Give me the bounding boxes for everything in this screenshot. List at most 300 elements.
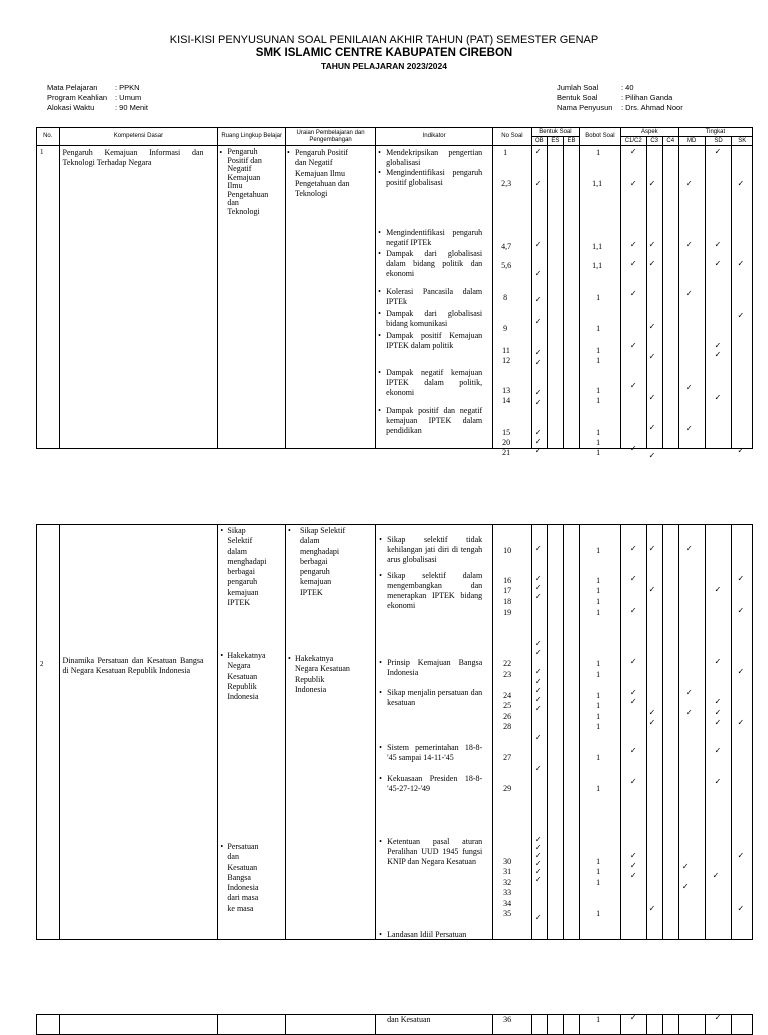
bullet: • — [378, 168, 381, 177]
check-mark: ✓ — [534, 446, 542, 455]
header-c3: C3 — [646, 137, 662, 146]
check-mark: ✓ — [534, 388, 542, 397]
check-mark: ✓ — [629, 861, 637, 870]
header-no-soal: No Soal — [493, 128, 532, 146]
check-mark: ✓ — [534, 437, 542, 446]
indicator-text: Dampak positif dan negatif kemajuan IPTEK dalam pendidikan — [386, 406, 483, 435]
cell-value: 28 — [503, 722, 512, 731]
check-mark: ✓ — [685, 544, 693, 553]
cell-value: 1 — [596, 712, 601, 721]
check-mark: ✓ — [681, 882, 689, 891]
check-mark: ✓ — [714, 1013, 722, 1022]
check-mark: ✓ — [534, 695, 542, 704]
cell-value: 1 — [596, 784, 601, 793]
check-mark: ✓ — [648, 708, 656, 717]
cell-value: 20 — [502, 438, 511, 447]
cell-value: 27 — [503, 753, 512, 762]
bullet: • — [378, 368, 381, 377]
cell-value: 32 — [503, 878, 512, 887]
cell-kompetensi-dasar — [59, 146, 218, 449]
cell-sd — [705, 1015, 732, 1035]
check-mark: ✓ — [534, 147, 542, 156]
check-mark: ✓ — [534, 348, 542, 357]
cell-bobot — [580, 525, 621, 940]
check-mark: ✓ — [648, 352, 656, 361]
cell-value: 1 — [596, 428, 601, 437]
bullet: • — [378, 331, 381, 340]
header-bobot-soal: Bobot Soal — [580, 128, 621, 146]
cell-es — [547, 1015, 563, 1035]
check-mark: ✓ — [648, 544, 656, 553]
row-number: 2 — [40, 660, 44, 668]
row-number: 1 — [40, 148, 44, 156]
cell-no-soal — [493, 146, 532, 457]
cell-uraian — [285, 146, 375, 449]
check-mark: ✓ — [737, 851, 745, 860]
indicator-text: dan Kesatuan — [387, 1015, 431, 1024]
indicator-text: Sikap selektif dalam mengembangkan dan menerapkan IPTEK bidang ekonomi — [387, 571, 483, 610]
cell-uraian — [286, 1015, 376, 1035]
kd-text: Pengaruh Kemajuan Informasi dan Teknologi Terhadap Negara — [62, 148, 204, 167]
cell-value: 12 — [502, 356, 511, 365]
cell-value: 1 — [596, 1015, 601, 1024]
indicator-text: Sikap selektif tidak kehilangan jati diri di tengah arus globalisasi — [387, 535, 483, 564]
indicator-text: Mendekripsikan pengertian globalisasi — [386, 148, 483, 167]
kisi-table-page2 — [36, 524, 753, 940]
cell-value: 34 — [503, 899, 512, 908]
check-mark: ✓ — [714, 708, 722, 717]
cell-no — [37, 525, 60, 940]
cell-value: 17 — [503, 586, 512, 595]
bullet: • — [379, 535, 382, 544]
check-mark: ✓ — [629, 444, 637, 453]
cell-sk — [732, 146, 753, 455]
cell-value: 14 — [502, 396, 511, 405]
cell-indikator — [376, 525, 493, 940]
cell-value: 1 — [503, 148, 508, 157]
cell-sd — [705, 525, 732, 940]
cell-value: 1 — [596, 670, 601, 679]
check-mark: ✓ — [534, 859, 542, 868]
cell-value: 31 — [503, 867, 512, 876]
cell-no — [37, 146, 60, 449]
cell-value: 1 — [596, 438, 601, 447]
check-mark: ✓ — [714, 393, 722, 402]
cell-value: 1 — [596, 608, 601, 617]
indicator-text: Dampak dari globalisasi bidang komunikasi — [386, 309, 483, 328]
cell-bobot — [580, 146, 621, 457]
check-mark: ✓ — [714, 718, 722, 727]
indicator-text: Landasan Idiil Persatuan — [387, 930, 467, 939]
cell-value: 26 — [503, 712, 512, 721]
cell-value: 22 — [503, 659, 512, 668]
check-mark: ✓ — [534, 867, 542, 876]
header-tingkat: Tingkat — [678, 128, 752, 137]
cell-indikator — [376, 146, 493, 449]
check-mark: ✓ — [648, 393, 656, 402]
check-mark: ✓ — [685, 688, 693, 697]
cell-c4 — [662, 146, 678, 449]
meta-row-time — [47, 103, 148, 113]
cell-value: 1 — [596, 701, 601, 710]
check-mark: ✓ — [629, 289, 637, 298]
check-mark: ✓ — [534, 240, 542, 249]
rlb-text: Persatuan dan Kesatuan Bangsa Indonesia dari masa ke masa — [227, 842, 259, 913]
cell-eb — [563, 146, 579, 449]
cell-c4 — [662, 1015, 678, 1035]
cell-value: 10 — [503, 546, 512, 555]
indicator-text: Dampak negatif kemajuan IPTEK dalam politik, ekonomi — [386, 368, 483, 397]
header-es: ES — [547, 137, 563, 146]
check-mark: ✓ — [737, 311, 745, 320]
cell-bobot — [580, 1015, 621, 1035]
check-mark: ✓ — [629, 871, 637, 880]
cell-value: 1 — [596, 148, 601, 157]
academic-year: TAHUN PELAJARAN 2023/2024 — [321, 61, 447, 71]
document-title: KISI-KISI PENYUSUNAN SOAL PENILAIAN AKHIR TAHUN (PAT) SEMESTER GENAP — [169, 34, 599, 46]
meta-label: Nama Penyusun — [557, 103, 613, 112]
cell-value: 1 — [596, 722, 601, 731]
bullet: • — [378, 406, 381, 415]
cell-c4 — [662, 525, 678, 940]
table-row — [37, 1015, 753, 1035]
bullet: • — [379, 774, 382, 783]
cell-value: 15 — [502, 428, 511, 437]
cell-value: 2,3 — [501, 179, 512, 188]
check-mark: ✓ — [714, 259, 722, 268]
meta-value: : 40 — [621, 83, 634, 92]
check-mark: ✓ — [629, 147, 637, 156]
check-mark: ✓ — [534, 686, 542, 695]
header-no: No. — [37, 128, 60, 146]
check-mark: ✓ — [534, 677, 542, 686]
cell-value: 1 — [596, 293, 601, 302]
bullet: • — [379, 930, 382, 939]
header-eb: EB — [563, 137, 579, 146]
check-mark: ✓ — [737, 904, 745, 913]
cell-value: 33 — [503, 888, 512, 897]
cell-value: 21 — [502, 448, 511, 457]
check-mark: ✓ — [648, 451, 656, 460]
check-mark: ✓ — [685, 179, 693, 188]
cell-eb — [564, 1015, 580, 1035]
cell-value: 1 — [596, 396, 601, 405]
cell-value: 5,6 — [501, 261, 512, 270]
cell-value: 1 — [596, 597, 601, 606]
indicator-text: Mengindentifikasi pengaruh negatif IPTEk — [386, 228, 483, 247]
cell-value: 23 — [503, 670, 512, 679]
meta-row-author — [557, 103, 683, 113]
check-mark: ✓ — [534, 179, 542, 188]
cell-value: 1 — [596, 909, 601, 918]
check-mark: ✓ — [534, 843, 542, 852]
cell-value: 19 — [503, 608, 512, 617]
cell-sk — [732, 1015, 753, 1035]
cell-value: 1 — [596, 878, 601, 887]
meta-label: Jumlah Soal — [557, 83, 599, 92]
cell-c1c2 — [620, 146, 646, 453]
cell-value: 1,1 — [592, 261, 603, 270]
meta-label: Bentuk Soal — [557, 93, 598, 102]
cell-value: 1 — [596, 448, 601, 457]
cell-md — [678, 525, 705, 940]
check-mark: ✓ — [714, 350, 722, 359]
check-mark: ✓ — [737, 446, 745, 455]
check-mark: ✓ — [534, 875, 542, 884]
cell-sd — [705, 146, 732, 449]
cell-value: 16 — [503, 576, 512, 585]
check-mark: ✓ — [737, 606, 745, 615]
check-mark: ✓ — [629, 606, 637, 615]
cell-value: 1 — [596, 691, 601, 700]
cell-indikator — [376, 1015, 493, 1035]
cell-value: 29 — [503, 784, 512, 793]
meta-value: : Umum — [115, 93, 142, 102]
header-aspek: Aspek — [620, 128, 678, 137]
bullet: • — [378, 309, 381, 318]
check-mark: ✓ — [629, 1013, 637, 1022]
bullet: • — [379, 571, 382, 580]
cell-value: 9 — [503, 324, 508, 333]
header-ob: OB — [531, 137, 547, 146]
check-mark: ✓ — [534, 913, 542, 922]
check-mark: ✓ — [685, 383, 693, 392]
check-mark: ✓ — [685, 708, 693, 717]
bullet: • — [288, 526, 291, 535]
cell-value: 1 — [596, 386, 601, 395]
meta-right — [557, 83, 683, 113]
header-ruang-lingkup: Ruang Lingkup Belajar — [218, 128, 286, 146]
kisi-table-page1 — [36, 127, 753, 460]
check-mark: ✓ — [534, 544, 542, 553]
check-mark: ✓ — [714, 240, 722, 249]
check-mark: ✓ — [534, 667, 542, 676]
indicator-text: Dampak positif Kemajuan IPTEK dalam politik — [386, 331, 483, 350]
cell-value: 13 — [502, 386, 511, 395]
check-mark: ✓ — [534, 648, 542, 657]
check-mark: ✓ — [534, 398, 542, 407]
header-indikator: Indikator — [376, 128, 493, 146]
meta-value: : Pilihan Ganda — [621, 93, 673, 102]
header-uraian: Uraian Pembelajaran dan Pengembangan — [285, 128, 375, 146]
cell-sk — [732, 525, 753, 940]
check-mark: ✓ — [629, 381, 637, 390]
upp-text: Pengaruh Positif dan Negatif Kemajuan Ilmu Pengetahuan dan Teknologi — [294, 148, 350, 199]
cell-eb — [564, 525, 580, 940]
check-mark: ✓ — [714, 585, 722, 594]
meta-row-count — [557, 83, 683, 93]
check-mark: ✓ — [648, 423, 656, 432]
cell-c1c2 — [620, 525, 646, 940]
cell-c3 — [646, 1015, 662, 1035]
check-mark: ✓ — [629, 657, 637, 666]
cell-value: 1 — [596, 356, 601, 365]
indicator-text: Kekuasaan Presiden 18-8-'45-27-12-'49 — [387, 774, 483, 793]
bullet: • — [220, 651, 224, 660]
cell-no-soal — [493, 1015, 532, 1035]
indicator-text: Kolerasi Pancasila dalam IPTEk — [386, 287, 483, 306]
cell-ob — [531, 146, 547, 455]
cell-value: 1 — [596, 324, 601, 333]
cell-value: 18 — [503, 597, 512, 606]
bullet: • — [378, 287, 381, 296]
header-c1c2: C1/C2 — [620, 137, 646, 146]
check-mark: ✓ — [629, 574, 637, 583]
check-mark: ✓ — [629, 179, 637, 188]
meta-label: Mata Pelajaran — [47, 83, 98, 92]
bullet: • — [378, 249, 381, 258]
check-mark: ✓ — [534, 583, 542, 592]
meta-value: : Drs. Ahmad Noor — [621, 103, 683, 112]
check-mark: ✓ — [629, 851, 637, 860]
cell-md — [678, 1015, 705, 1035]
bullet: • — [288, 654, 291, 663]
school-name: SMK ISLAMIC CENTRE KABUPATEN CIREBON — [255, 47, 513, 59]
bullet: • — [378, 148, 381, 157]
cell-value: 1 — [596, 659, 601, 668]
check-mark: ✓ — [534, 317, 542, 326]
header-c4: C4 — [662, 137, 678, 146]
bullet: • — [220, 842, 224, 851]
check-mark: ✓ — [534, 592, 542, 601]
indicator-text: Dampak dari globalisasi dalam bidang politik dan ekonomi — [386, 249, 483, 278]
check-mark: ✓ — [534, 295, 542, 304]
header-kompetensi-dasar: Kompetensi Dasar — [59, 128, 218, 146]
cell-ruang-lingkup — [218, 525, 286, 940]
check-mark: ✓ — [648, 718, 656, 727]
check-mark: ✓ — [685, 289, 693, 298]
cell-ruang-lingkup — [218, 146, 286, 449]
cell-value: 8 — [503, 293, 508, 302]
check-mark: ✓ — [714, 777, 722, 786]
indicator-text: Ketentuan pasal aturan Peralihan UUD 1945 fungsi KNIP dan Negara Kesatuan — [387, 837, 483, 866]
bullet: • — [286, 148, 290, 157]
cell-uraian — [286, 525, 376, 940]
check-mark: ✓ — [737, 667, 745, 676]
check-mark: ✓ — [629, 688, 637, 697]
check-mark: ✓ — [629, 341, 637, 350]
check-mark: ✓ — [534, 358, 542, 367]
meta-value: : PPKN — [115, 83, 140, 92]
header-sk: SK — [732, 137, 753, 146]
table-row — [37, 525, 753, 940]
bullet: • — [379, 837, 382, 846]
cell-value: 1 — [596, 586, 601, 595]
cell-ruang-lingkup — [218, 1015, 286, 1035]
check-mark: ✓ — [534, 704, 542, 713]
cell-value: 1,1 — [592, 179, 603, 188]
cell-md — [678, 146, 705, 449]
check-mark: ✓ — [685, 240, 693, 249]
check-mark: ✓ — [534, 639, 542, 648]
cell-value: 36 — [503, 1015, 512, 1024]
bullet: • — [379, 688, 382, 697]
cell-value: 1 — [596, 546, 601, 555]
kd-text: Dinamika Persatuan dan Kesatuan Bangsa di Negara Kesatuan Republik Indonesia — [62, 656, 204, 675]
check-mark: ✓ — [681, 862, 689, 871]
cell-ob — [531, 1015, 547, 1035]
cell-value: 25 — [503, 701, 512, 710]
check-mark: ✓ — [534, 851, 542, 860]
cell-kompetensi-dasar — [59, 1015, 218, 1035]
cell-value: 35 — [503, 909, 512, 918]
meta-left — [47, 83, 148, 113]
cell-value: 1 — [596, 867, 601, 876]
check-mark: ✓ — [737, 259, 745, 268]
kisi-table-page3 — [36, 1014, 753, 1035]
meta-row-subject — [47, 83, 148, 93]
indicator-text: Prinsip Kemajuan Bangsa Indonesia — [387, 658, 483, 677]
check-mark: ✓ — [534, 835, 542, 844]
meta-value: : 90 Menit — [115, 103, 148, 112]
bullet: • — [379, 658, 382, 667]
upp-text: Sikap Selektif dalam menghadapi berbagai pengaruh kemajuan IPTEK — [300, 526, 346, 597]
rlb-text: Pengaruh Positif dan Negatif Kemajuan Ilmu Pengetahuan dan Teknologi — [227, 147, 269, 216]
check-mark: ✓ — [534, 764, 542, 773]
check-mark: ✓ — [629, 746, 637, 755]
cell-kompetensi-dasar — [59, 525, 218, 940]
check-mark: ✓ — [629, 240, 637, 249]
cell-no-soal — [493, 525, 532, 940]
header-sd: SD — [705, 137, 732, 146]
header-bentuk-soal: Bentuk Soal — [531, 128, 579, 137]
check-mark: ✓ — [629, 697, 637, 706]
rlb-text: Hakekatnya Negara Kesatuan Republik Indonesia — [227, 651, 266, 702]
rlb-text: Sikap Selektif dalam menghadapi berbagai pengaruh kemajuan IPTEK — [227, 526, 267, 608]
cell-value: 4,7 — [501, 242, 512, 251]
table-row — [37, 146, 753, 449]
meta-label: Alokasi Waktu — [47, 103, 95, 112]
indicator-text: Sikap menjalin persatuan dan kesatuan — [387, 688, 483, 707]
check-mark: ✓ — [534, 428, 542, 437]
check-mark: ✓ — [648, 322, 656, 331]
cell-c3 — [646, 146, 662, 460]
cell-value: 30 — [503, 857, 512, 866]
cell-value: 1 — [596, 576, 601, 585]
bullet: • — [220, 526, 224, 535]
cell-c3 — [646, 525, 662, 940]
header-md: MD — [678, 137, 705, 146]
check-mark: ✓ — [737, 574, 745, 583]
indicator-text: Sistem pemerintahan 18-8-'45 sampai 14-11-'45 — [387, 743, 483, 762]
bullet: • — [378, 228, 381, 237]
cell-c1c2 — [620, 1015, 646, 1035]
cell-es — [547, 146, 563, 449]
check-mark: ✓ — [737, 179, 745, 188]
check-mark: ✓ — [714, 657, 722, 666]
meta-row-form — [557, 93, 683, 103]
check-mark: ✓ — [714, 746, 722, 755]
meta-label: Program Keahlian — [47, 93, 108, 102]
check-mark: ✓ — [714, 147, 722, 156]
meta-row-program — [47, 93, 148, 103]
check-mark: ✓ — [648, 585, 656, 594]
check-mark: ✓ — [534, 574, 542, 583]
cell-value: 24 — [503, 691, 512, 700]
cell-value: 1 — [596, 857, 601, 866]
cell-es — [547, 525, 563, 940]
check-mark: ✓ — [648, 259, 656, 268]
cell-ob — [531, 525, 547, 940]
check-mark: ✓ — [712, 871, 720, 880]
check-mark: ✓ — [648, 904, 656, 913]
check-mark: ✓ — [629, 259, 637, 268]
indicator-text: Mengindentifikasi pengaruh positif globalisasi — [386, 168, 483, 187]
check-mark: ✓ — [714, 697, 722, 706]
cell-value: 1 — [596, 753, 601, 762]
upp-text: Hakekatnya Negara Kesatuan Republik Indonesia — [295, 654, 350, 694]
bullet: • — [219, 148, 223, 157]
